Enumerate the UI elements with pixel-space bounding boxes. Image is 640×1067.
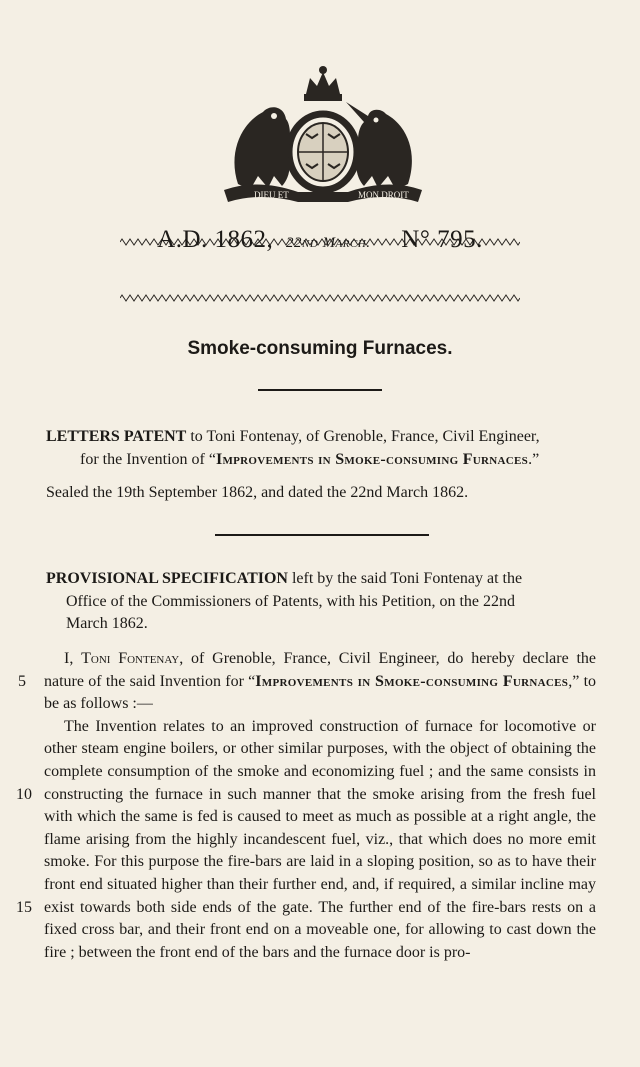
sealed-line: Sealed the 19th September 1862, and dated the 22nd March 1862. bbox=[46, 484, 469, 501]
provisional-line1: left by the said Toni Fontenay at the bbox=[291, 570, 523, 587]
year-prefix: A.D. 1862, bbox=[157, 226, 274, 253]
patent-number: N° 795. bbox=[401, 226, 483, 253]
p1-invention-title: Improvements in Smoke-consuming Furnaces bbox=[255, 672, 569, 690]
provisional-lead: PROVISIONAL SPECIFICATION bbox=[46, 570, 288, 587]
provisional-line3: March 1862. bbox=[66, 615, 148, 633]
letters-patent-line1: to Toni Fontenay, of Grenoble, France, Civil Engineer, bbox=[190, 428, 540, 445]
letters-patent-block bbox=[46, 426, 606, 471]
provisional-spec-block bbox=[46, 568, 596, 636]
motto-right: MON DROIT bbox=[358, 190, 409, 200]
inventor-name: Toni Fontenay bbox=[81, 650, 180, 667]
letters-patent-line2 bbox=[46, 449, 606, 472]
specification-body bbox=[44, 648, 596, 964]
body-paragraph-1 bbox=[44, 648, 596, 716]
subject-heading: Smoke-consuming Furnaces. bbox=[187, 338, 453, 359]
invention-title: Improvements in Smoke-consuming Furnaces bbox=[215, 450, 529, 468]
provisional-line2: Office of the Commissioners of Patents, with his Petition, on the 22nd bbox=[66, 592, 515, 610]
body-paragraph-2: The Invention relates to an improved construction of furnace for locomotive or other steam engine boilers, or other similar purposes, with the object of obtaining the complete consumption of the smoke and economizing fuel ; and the same consists in constructing the furnace in such manner that the smoke arising from the fresh fuel with which the same is fed is caused to meet as much as possible at a right angle, the flame arising from the highly incandescent fuel, viz., that which does no more emit smoke. For this purpose the fire-bars are laid in a sloping position, so as to have their front end situated higher than their further end, and, if required, a similar incline may exist towards both side ends of the gate. The further end of the fire-bars rests on a fixed cross bar, and their front end on a moveable one, for allowing to cast down the fire ; between the front end of the bars and the furnace door is pro- bbox=[44, 717, 596, 961]
divider-rule-1 bbox=[258, 389, 382, 391]
line-number-10: 10 bbox=[16, 786, 32, 803]
invention-close: .” bbox=[528, 450, 540, 468]
p1-start: I, bbox=[64, 650, 82, 667]
line-number-5: 5 bbox=[18, 673, 26, 690]
line-number-15: 15 bbox=[16, 899, 32, 916]
patent-title-line bbox=[0, 226, 640, 254]
divider-rule-2 bbox=[215, 534, 429, 536]
patent-date: 22nd March. bbox=[286, 235, 371, 251]
royal-coat-of-arms-icon bbox=[218, 64, 428, 204]
motto-left: DIEU ET bbox=[254, 190, 289, 200]
p1-end: ,” to be as follows :— bbox=[44, 672, 597, 713]
p1-rest: , of Grenoble, France, Civil Engineer, do hereby declare the nature of the said Invention for “ bbox=[44, 650, 597, 690]
letters-patent-lead: LETTERS PATENT bbox=[46, 428, 187, 445]
wavy-rule-bottom bbox=[120, 294, 520, 302]
invention-intro: for the Invention of “ bbox=[80, 450, 216, 468]
